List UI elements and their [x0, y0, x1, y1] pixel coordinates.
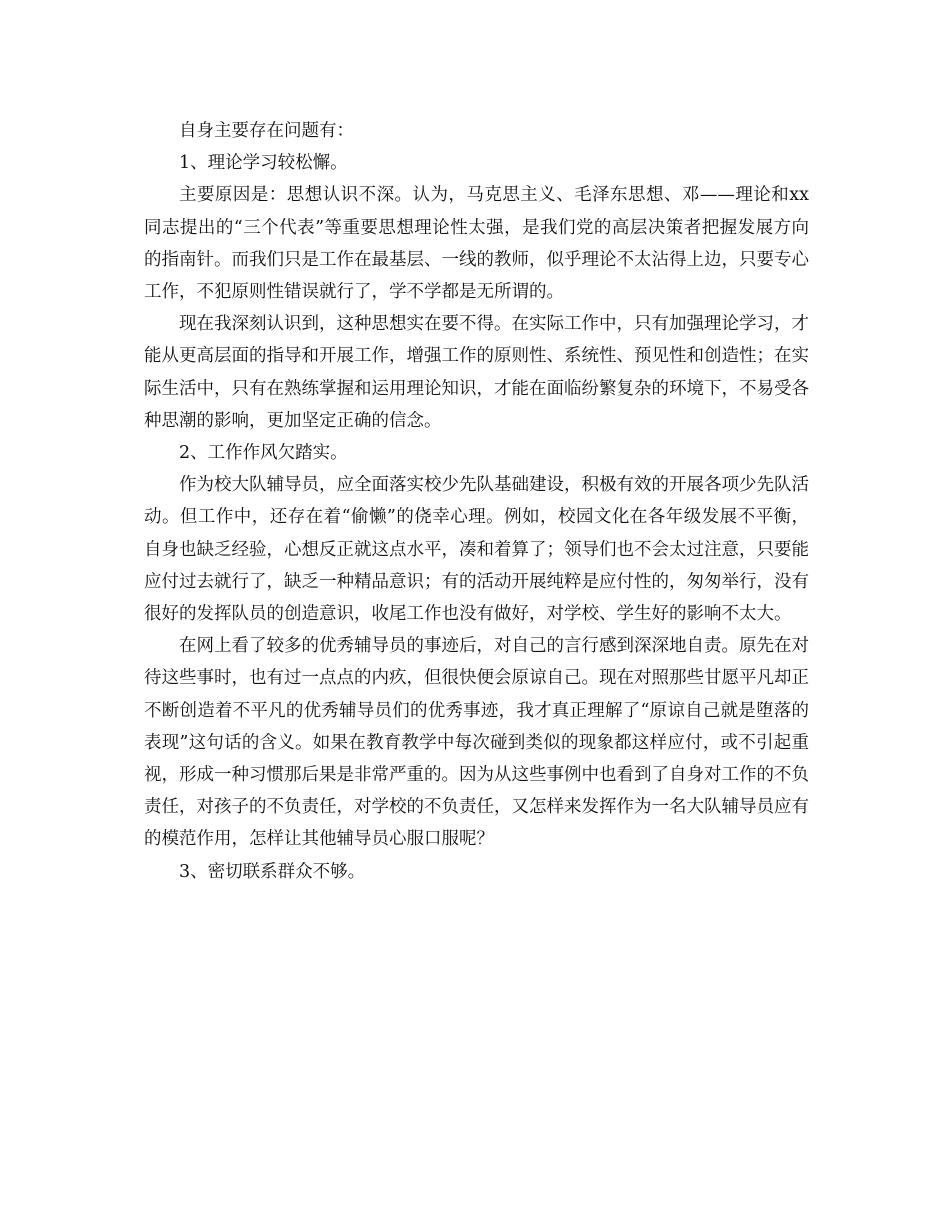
- issue-heading-2: 2、工作作风欠踏实。: [179, 443, 348, 464]
- document-body: [144, 115, 809, 888]
- paragraph-work-style: 作为校大队辅导员，应全面落实校少先队基础建设，积极有效的开展各项少先队活动。但工作中，还存在着“偷懒”的侥幸心理。例如，校园文化在各年级发展不平衡，自身也缺乏经验，心想反正就这点水平，凑和着算了；领导们也不会太过注意，只要能应付过去就行了，缺乏一种精品意识；有的活动开展纯粹是应付性的，匆匆举行，没有很好的发挥队员的创造意识，收尾工作也没有做好，对学校、学生好的影响不太大。: [144, 475, 809, 625]
- paragraph-reflection: 在网上看了较多的优秀辅导员的事迹后，对自己的言行感到深深地自责。原先在对待这些事时，也有过一点点的内疚，但很快便会原谅自己。现在对照那些甘愿平凡却正不断创造着不平凡的优秀辅导员们的优秀事迹，我才真正理解了“原谅自己就是堕落的表现”这句话的含义。如果在教育教学中每次碰到类似的现象都这样应付，或不引起重视，形成一种习惯那后果是非常严重的。因为从这些事例中也看到了自身对工作的不负责任，对孩子的不负责任，对学校的不负责任，又怎样来发挥作为一名大队辅导员应有的模范作用，怎样让其他辅导员心服口服呢？: [144, 636, 809, 850]
- issue-heading-3: 3、密切联系群众不够。: [179, 861, 366, 882]
- intro-heading: 自身主要存在问题有：: [179, 121, 354, 141]
- issue-heading-1: 1、理论学习较松懈。: [179, 153, 348, 174]
- paragraph-realization: 现在我深刻认识到，这种思想实在要不得。在实际工作中，只有加强理论学习，才能从更高层面的指导和开展工作，增强工作的原则性、系统性、预见性和创造性；在实际生活中，只有在熟练掌握和运用理论知识，才能在面临纷繁复杂的环境下，不易受各种思潮的影响，更加坚定正确的信念。: [144, 314, 809, 431]
- paragraph-cause: 主要原因是：思想认识不深。认为，马克思主义、毛泽东思想、邓——理论和xx同志提出的“三个代表”等重要思想理论性太强，是我们党的高层决策者把握发展方向的指南针。而我们只是工作在最基层、一线的教师，似乎理论不太沾得上边，只要专心工作，不犯原则性错误就行了，学不学都是无所谓的。: [144, 185, 809, 303]
